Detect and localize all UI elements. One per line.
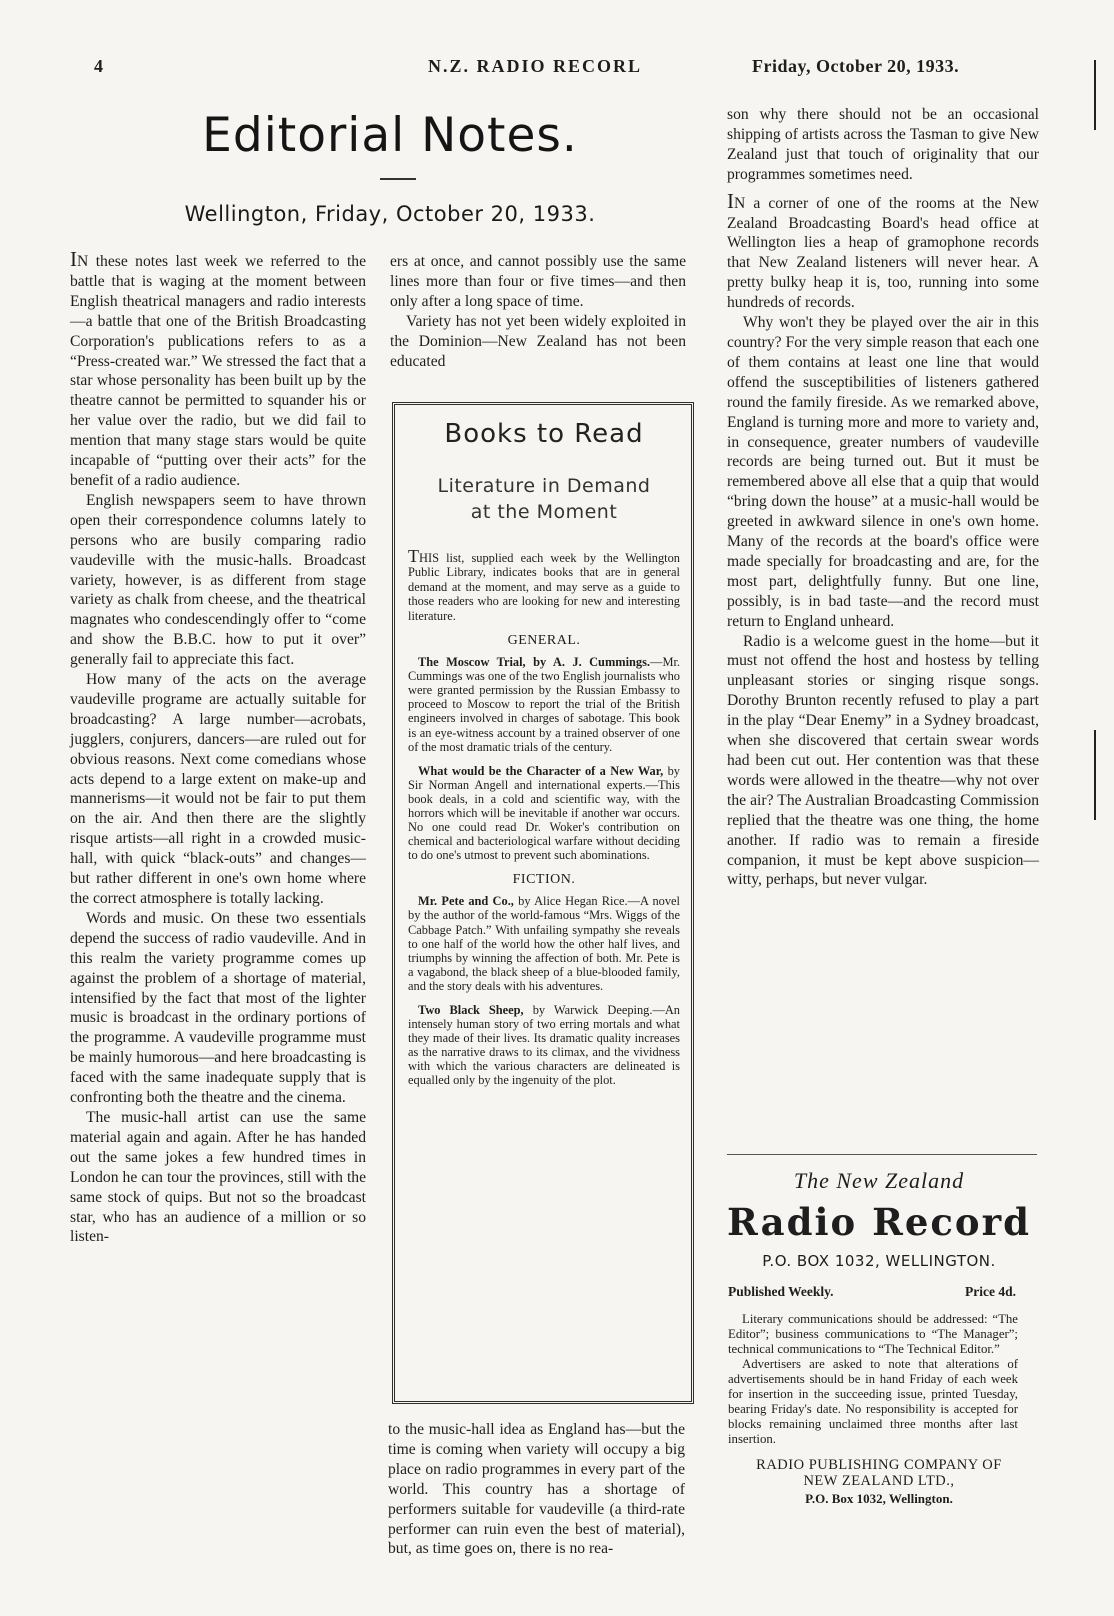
company-line-2: NEW ZEALAND LTD., — [803, 1473, 955, 1489]
book-title: What would be the Character of a New War, — [418, 763, 664, 778]
paragraph — [727, 105, 1039, 185]
publication-info — [728, 1284, 1016, 1300]
book-entry — [408, 894, 680, 993]
title-divider — [380, 178, 416, 180]
masthead-the-new-zealand: The New Zealand — [793, 1168, 965, 1193]
paragraph — [727, 188, 1039, 313]
books-intro-text: HIS list, supplied each week by the Wellington Public Library, indicates books that are in general demand at the moment, and may serve as a guide to those readers who are looking for new and interesting literature. — [408, 551, 680, 623]
paragraph-text: Variety has not yet been widely exploited in the Dominion—New Zealand has not been educated — [390, 312, 686, 370]
books-intro — [408, 546, 680, 623]
paragraph-text: Radio is a welcome guest in the home—but it must not offend the host and hostess by telling unpleasant stories or singing risque songs. Dorothy Brunton recently refused to play a part in the play “Dear Enemy” in a Sydney broadcast, when she discovered that certain swear words had been cut out. Her contention was that these words were allowed in the theatre—why not over the air? The Australian Broadcasting Commission replied that the theatre was one thing, the home another. If radio was to remain a fireside companion, it must be kept above suspicion—witty, perhaps, but never vulgar. — [727, 632, 1039, 889]
page-number: 4 — [94, 56, 104, 76]
paragraph — [390, 312, 686, 372]
books-title: Books to Read — [444, 419, 644, 449]
published-frequency: Published Weekly. — [728, 1284, 834, 1299]
paragraph — [70, 247, 366, 491]
books-subtitle-line-2: at the Moment — [470, 501, 618, 523]
price: Price 4d. — [965, 1284, 1016, 1299]
paragraph-text: to the music-hall idea as England has—but the time is coming when variety will occupy a big place on radio programmes in every part of the world. This country has a shortage of performers suitable for vaudeville (a third-rate performer can ruin even the best of material), but, as time goes on, there is no rea- — [388, 1421, 685, 1558]
editorial-dateline: Wellington, Friday, October 20, 1933. — [184, 202, 596, 226]
book-description: by Alice Hegan Rice.—A novel by the author of the world-famous “Mrs. Wiggs of the Cabbage Patch.” With unfailing sympathy she reveals to one half of the world how the other half lives, and triumphs by winning the affection of both. Mr. Pete is a vagabond, the black sheep of a blue-blooded family, and the story deals with his adventures. — [408, 894, 680, 993]
editorial-column-3 — [727, 105, 1039, 890]
books-subtitle-line-1: Literature in Demand — [437, 475, 651, 497]
book-description: —Mr. Cummings was one of the two English journalists who were granted permission by the Russian Embassy to proceed to Moscow to report the trial of the British engineers involved in charges of sabotage. This book is an eye-witness account by a trained observer of one of the most dramatic trials of the century. — [408, 655, 680, 754]
company-line-1: RADIO PUBLISHING COMPANY OF — [756, 1457, 1002, 1473]
notice-communications: Literary communications should be addressed: “The Editor”; business communications to “The Manager”; technical communications to “The Technical Editor.” — [728, 1312, 1018, 1356]
paragraph — [390, 252, 686, 312]
paragraph — [388, 1420, 685, 1559]
scan-edge-mark — [1094, 730, 1096, 820]
paragraph — [70, 491, 366, 670]
dropcap: I — [70, 247, 77, 271]
books-section-heading: GENERAL. — [507, 633, 581, 649]
paragraph-text: Words and music. On these two essentials depend the success of radio vaudeville. And in this realm the variety programme comes up against the problem of a shortage of material, intensified by the fact that most of the lighter music is broadcast in the ordinary portions of the programme. A vaudeville programme must be mainly humorous—and here broadcasting is faced with the same inadequate supply that is confronting both the theatre and the cinema. — [70, 909, 366, 1107]
paragraph-text: How many of the acts on the average vaudeville programe are actually suitable for broadcasting? A large number—acrobats, jugglers, conjurers, dancers—are ruled out for obvious reasons. Next come comedians whose acts depend to a large extent on make-up and mannerisms—it would not be fair to put them on the air. And then there are the slightly risque artists—all right in a crowded music-hall, with quick “black-outs” and changes—but rather different in one's own home where the correct atmosphere is totally lacking. — [70, 671, 366, 907]
book-title: Two Black Sheep, — [418, 1003, 524, 1017]
company-po-box: P.O. Box 1032, Wellington. — [805, 1491, 953, 1506]
paragraph-text: The music-hall artist can use the same material again and again. After he has handed out the same jokes a few hundred times in London he can tour the provinces, still with the same stock of quips. But not so the broadcast star, who has an audience of a million or so listen- — [70, 1108, 366, 1246]
paragraph-text: son why there should not be an occasional shipping of artists across the Tasman to give New Zealand just that touch of originality that our programmes sometimes need. — [727, 106, 1039, 183]
books-to-read-box — [392, 402, 694, 1404]
paragraph — [727, 313, 1039, 632]
masthead-address: P.O. BOX 1032, WELLINGTON. — [762, 1252, 996, 1270]
scan-edge-mark — [1094, 60, 1096, 130]
editorial-column-2-top — [390, 252, 686, 371]
paragraph-text: Why won't they be played over the air in this country? For the very simple reason that each one of them contains at least one line that would offend the susceptibilities of listeners gathered round the family fireside. As we remarked above, England is turning more and more to variety and, in consequence, greater numbers of vaudeville records are being turned out. But it must be remembered above all else that a quip that would “bring down the house” at a music-hall would be greeted in awkward silence in one's own home. Many of the records at the board's office were made specially for broadcasting and are, for the most part, delightfully funny. But one line, possibly, is in bad taste—and the record must return to England unheard. — [727, 314, 1039, 630]
paragraph-text: N a corner of one of the rooms at the New Zealand Broadcasting Board's head office at Wellington lies a heap of gramophone records that New Zealand listeners will never hear. A pretty bulky heap it is, too, running into some hundreds of records. — [727, 194, 1039, 312]
radio-record-masthead — [712, 1164, 1046, 1507]
publication-name: N.Z. RADIO RECORL — [428, 56, 643, 76]
book-entry — [408, 764, 680, 863]
editorial-column-1 — [70, 247, 366, 1247]
books-sections — [408, 633, 680, 1088]
paragraph-text: ers at once, and cannot possibly use the same lines more than four or five times—and then only after a long space of time. — [390, 253, 686, 310]
notice-advertisers: Advertisers are asked to note that alterations of advertisements should be in hand Friday of each week for insertion in the succeeding issue, printed Tuesday, bearing Friday's date. No responsibility is accepted for blocks remaining unclaimed three months after last insertion. — [728, 1357, 1018, 1446]
paragraph-text: N these notes last week we referred to the battle that is waging at the moment between English theatrical managers and radio interests—a battle that one of the British Broadcasting Corporation's publications refers to as a “Press-created war.” We stressed the fact that a star whose personality has been built up by the theatre cannot be permitted to squander his or her value over the radio, but we did fail to mention that many stage stars would be quite incapable of “putting over their acts” for the benefit of a radio audience. — [70, 253, 366, 489]
books-intro-dropcap: T — [408, 546, 419, 566]
dropcap: I — [727, 188, 734, 213]
books-section-heading: FICTION. — [512, 872, 576, 888]
paragraph-gap — [727, 185, 1039, 194]
book-description: by Warwick Deeping.—An intensely human story of two erring mortals and what they made of their lives. Its dramatic quality increases as the narrative draws to its climax, and the vividness with which the various characters are delineated is equalled only by the ingenuity of the plot. — [408, 1003, 680, 1088]
masthead-divider — [727, 1154, 1037, 1155]
book-entry — [408, 1003, 680, 1088]
book-entry — [408, 655, 680, 754]
paragraph — [70, 909, 366, 1108]
editorial-column-2-bottom — [388, 1420, 685, 1559]
issue-date: Friday, October 20, 1933. — [752, 56, 960, 76]
book-title: The Moscow Trial, by A. J. Cummings. — [418, 655, 651, 670]
books-subtitle — [408, 473, 680, 525]
paragraph-text: English newspapers seem to have thrown open their correspondence columns lately to persons who are busily comparing radio vaudeville with the music-halls. Broadcast variety, however, is as different from stage variety as chalk from cheese, and the theatrical magnates who condescendingly offer to “come and show the B.B.C. how to put it over” generally fail to appreciate this fact. — [70, 491, 366, 669]
company-name — [712, 1457, 1046, 1489]
paragraph — [727, 632, 1039, 891]
notices — [728, 1312, 1018, 1447]
book-description: by Sir Norman Angell and international experts.—This book deals, in a cold and scientific way, with the horrors which will be inevitable if another war occurs. No one could read Dr. Woker's contribution on chemical and bacteriological warfare without deciding to do one's utmost to prevent such abominations. — [408, 763, 680, 863]
book-title: Mr. Pete and Co., — [418, 894, 514, 909]
paragraph — [70, 670, 366, 909]
masthead-brand: Radio Record — [727, 1200, 1031, 1244]
editorial-title: Editorial Notes. — [202, 108, 578, 163]
paragraph — [70, 1108, 366, 1247]
